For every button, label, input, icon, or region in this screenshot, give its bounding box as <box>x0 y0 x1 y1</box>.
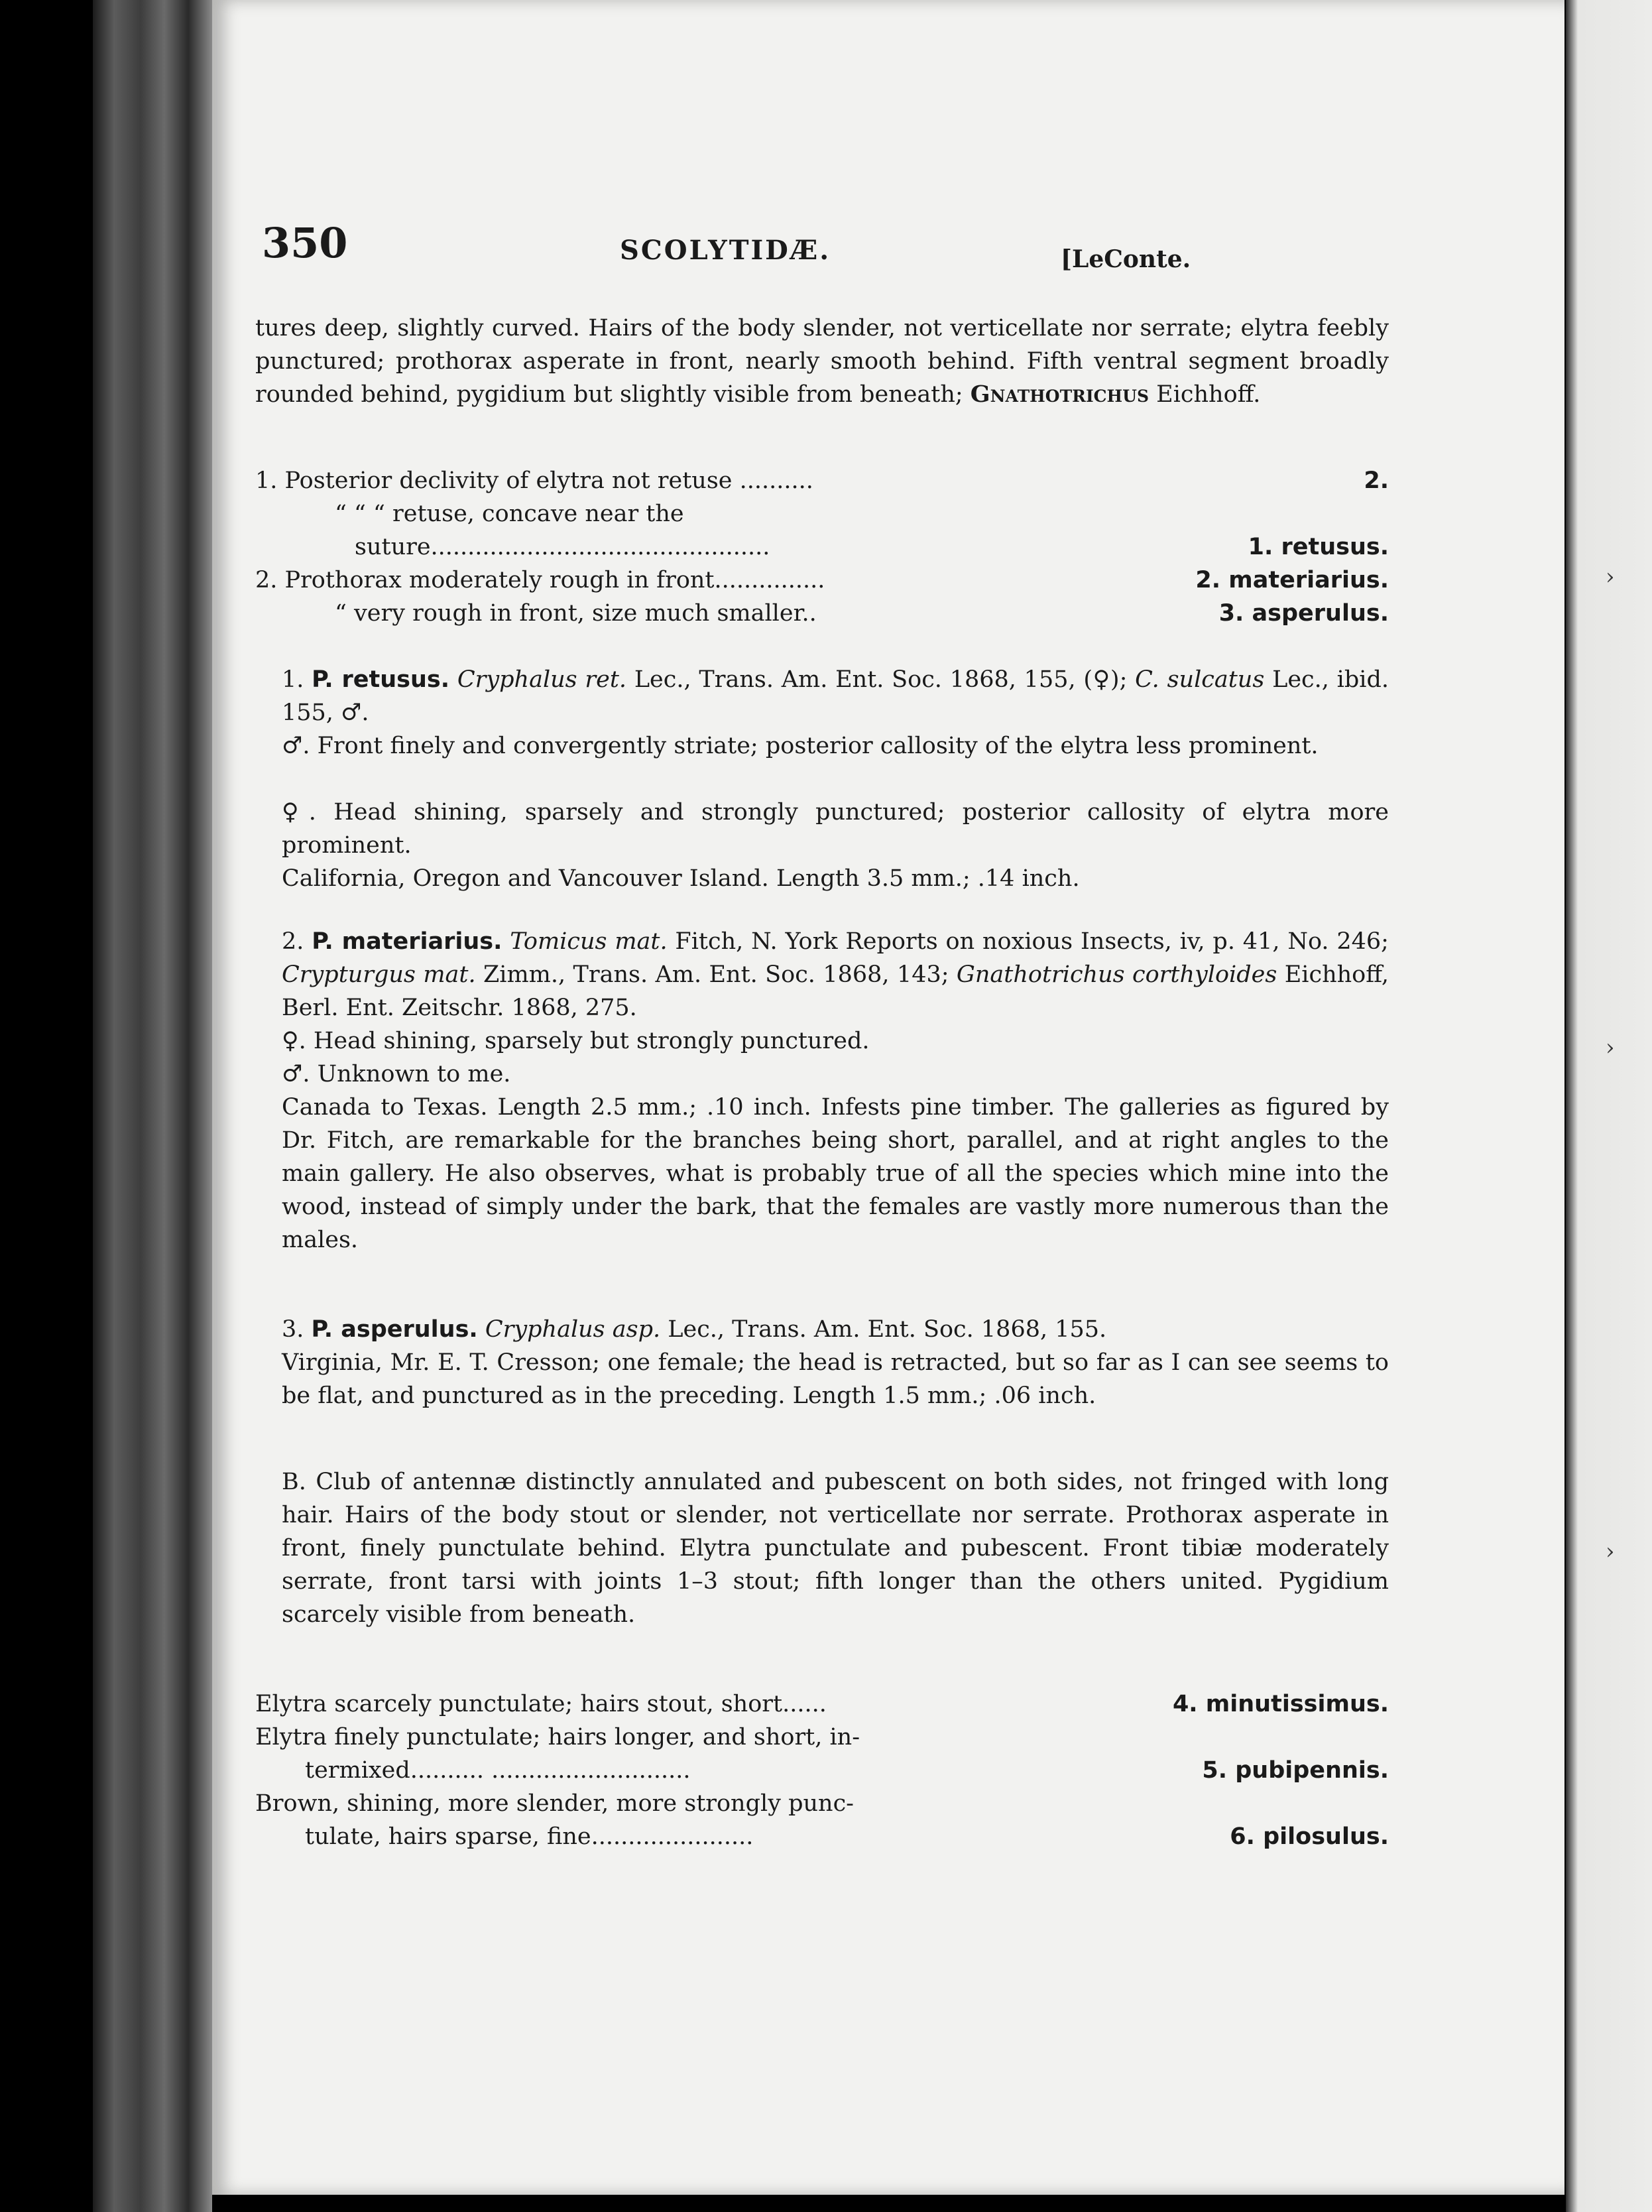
species-citation: 3. P. asperulus. Cryphalus asp. Lec., Trans. Am. Ent. Soc. 1868, 155. <box>282 1316 1107 1343</box>
key-result: 2. materiarius. <box>1195 567 1389 593</box>
species-citation: 1. P. retusus. Cryphalus ret. Lec., Trans. Am. Ent. Soc. 1868, 155, (♀); C. sulcatus Lec., ibid. 155, ♂. <box>282 666 1389 726</box>
key-line: “ very rough in front, size much smaller.. <box>335 600 817 627</box>
key-line: 2. Prothorax moderately rough in front............... <box>255 567 825 593</box>
female-description: ♀. Head shining, sparsely and strongly punctured; posterior callosity of elytra more prominent. <box>282 799 1389 859</box>
key-result: 5. pubipennis. <box>1202 1757 1389 1784</box>
species-range: California, Oregon and Vancouver Island. Length 3.5 mm.; .14 inch. <box>282 865 1080 892</box>
intro-paragraph: tures deep, slightly curved. Hairs of the body slender, not verticellate nor serrate; elytra feebly punctured; prothorax asperate in front, nearly smooth behind. Fifth ventral segment broadly rounded behind, pygidium but slightly visible from beneath; Gnathotrichus Eichhoff. <box>255 315 1389 408</box>
author-heading: [LeConte. <box>1061 245 1191 273</box>
male-description: ♂. Unknown to me. <box>282 1061 511 1087</box>
key-result: 4. minutissimus. <box>1172 1691 1389 1717</box>
species-name: P. retusus. <box>312 666 450 693</box>
key-result: 6. pilosulus. <box>1230 1823 1389 1850</box>
key-result: 1. retusus. <box>1248 534 1389 560</box>
species-citation: 2. P. materiarius. Tomicus mat. Fitch, N. York Reports on noxious Insects, iv, p. 41, No. 246; Crypturgus mat. Zimm., Trans. Am. Ent. Soc. 1868, 143; Gnathotrichus corthyloides Eichhoff, Berl. Ent. Zeitschr. 1868, 275. <box>282 928 1389 1021</box>
book-binding <box>93 0 212 2212</box>
key-result: 2. <box>1364 467 1389 494</box>
running-header <box>0 219 1652 278</box>
species-notes: Virginia, Mr. E. T. Cresson; one female; the head is retracted, but so far as I can see seems to be flat, and punctured as in the preceding. Length 1.5 mm.; .06 inch. <box>282 1349 1389 1409</box>
genus-name: Gnathotrichus <box>970 381 1150 408</box>
species-name: P. materiarius. <box>312 928 502 955</box>
section-b-paragraph: B. Club of antennæ distinctly annulated and pubescent on both sides, not fringed with long hair. Hairs of the body stout or slender, not verticellate nor serrate. Prothorax asperate in front, finely punctulate behind. Elytra punctulate and pubescent. Front tibiæ moderately serrate, front tarsi with joints 1–3 stout; fifth longer than the others united. Pygidium scarcely visible from beneath. <box>282 1469 1389 1628</box>
species-name: P. asperulus. <box>311 1316 478 1343</box>
key-line: Elytra scarcely punctulate; hairs stout, short...... <box>255 1691 827 1717</box>
page-number: 350 <box>262 219 348 267</box>
male-description: ♂. Front finely and convergently striate; posterior callosity of the elytra less prominent. <box>282 733 1319 759</box>
key-line: Elytra finely punctulate; hairs longer, and short, in- <box>255 1724 860 1751</box>
key-line: “ “ “ retuse, concave near the <box>335 501 684 527</box>
arrow-mark-icon: › <box>1606 564 1615 590</box>
adjacent-page-edge <box>1566 0 1652 2212</box>
arrow-mark-icon: › <box>1606 1538 1615 1565</box>
species-notes: Canada to Texas. Length 2.5 mm.; .10 inch. Infests pine timber. The galleries as figured by Dr. Fitch, are remarkable for the branches being short, parallel, and at right angles to the main gallery. He also observes, what is probably true of all the species which mine into the wood, instead of simply under the bark, that the females are vastly more numerous than the males. <box>282 1094 1389 1253</box>
key-result: 3. asperulus. <box>1218 600 1389 627</box>
female-description: ♀. Head shining, sparsely but strongly punctured. <box>282 1028 870 1054</box>
key-line: Brown, shining, more slender, more strongly punc- <box>255 1790 855 1817</box>
family-heading: SCOLYTIDÆ. <box>620 235 831 266</box>
key-line: 1. Posterior declivity of elytra not retuse .......... <box>255 467 813 494</box>
arrow-mark-icon: › <box>1606 1034 1615 1061</box>
key-line: suture.............................................. <box>355 534 770 560</box>
key-line: tulate, hairs sparse, fine...................... <box>305 1823 754 1850</box>
key-line: termixed.......... ........................... <box>305 1757 691 1784</box>
